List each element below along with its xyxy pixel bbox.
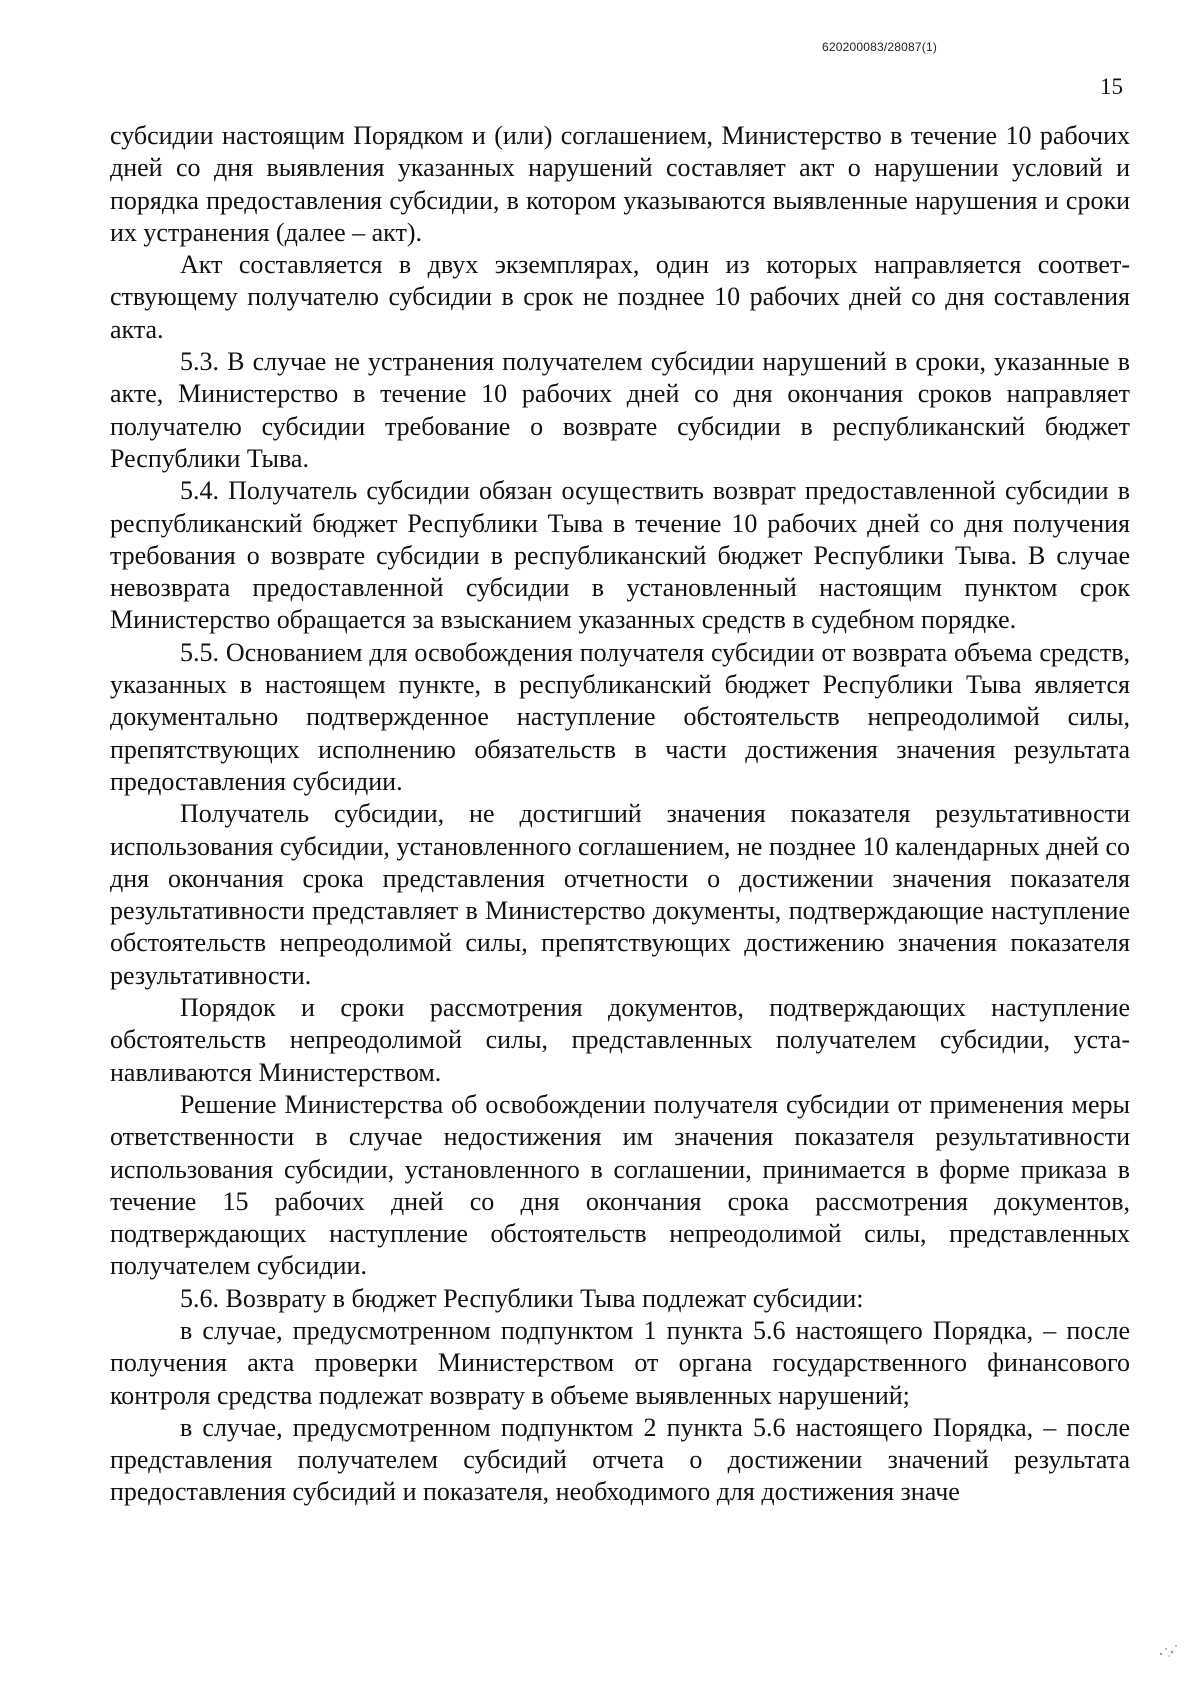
paragraph: Порядок и сроки рассмотрения документов, подтверждающих наступление обстоятельств непреодолимой силы, представленных получателем субсидии, устанавливаются Министерством.	[110, 993, 1130, 1087]
paragraph: 5.3. В случае не устранения получателем субсидии нарушений в сроки, указанные в акте, Министерство в течение 10 рабочих дней со дня окончания сроков направляет получателю субсидии требование о возврате субсидии в республиканский бюджет Республики Тыва.	[110, 347, 1130, 473]
paragraph: субсидии настоящим Порядком и (или) соглашением, Министерство в течение 10 рабочих дней со дня выявления указанных нарушений составляет акт о нарушении условий и порядка предоставления субсидии, в котором указываются выявленные нарушения и сроки их устранения (далее – акт).	[110, 121, 1130, 247]
paragraph: Получатель субсидии, не достигший значения показателя результативности использования субсидии, установленного соглашением, не позднее 10 календарных дней со дня окончания срока представления отчетности о достижении значения показателя результативности представляет в Министерство документы, подтверждающие наступление обстоятельств непреодолимой силы, препятствующих достижению значения показателя результативности.	[110, 799, 1130, 990]
scan-artifact-icon	[1156, 1640, 1182, 1660]
paragraph: в случае, предусмотренном подпунктом 2 пункта 5.6 настоящего Порядка, – после представления получателем субсидий отчета о достижении значений результата предоставления субсидий и показателя, необходимого для достижения значе	[110, 1412, 1130, 1507]
paragraph: в случае, предусмотренном подпунктом 1 пункта 5.6 настоящего Порядка, – после получения акта проверки Министерством от органа государственного финансового контроля средства подлежат возврату в объеме выявленных нарушений;	[110, 1315, 1130, 1410]
paragraph: Решение Министерства об освобождении получателя субсидии от применения меры ответственности в случае недостижения им значения показателя результативности использования субсидии, установленного в соглашении, принимается в форме приказа в течение 15 рабочих дней со дня окончания срока рассмотрения документов, подтверждающих наступление обстоятельств непреодолимой силы, представленных получателем субсидии.	[110, 1089, 1130, 1281]
page-number: 15	[1100, 74, 1123, 99]
paragraph: 5.6. Возврату в бюджет Республики Тыва подлежат субсидии:	[180, 1283, 864, 1313]
paragraph: Акт составляется в двух экземплярах, один из которых направляется соответствующему получателю субсидии в срок не позднее 10 рабочих дней со дня составления акта.	[110, 250, 1130, 344]
document-body	[110, 120, 1130, 1509]
paragraph: 5.5. Основанием для освобождения получателя субсидии от возврата объема средств, указанных в настоящем пункте, в республиканский бюджет Республики Тыва является документально подтвержденное наступление обстоятельств непреодолимой силы, препятствующих исполнению обязательств в части достижения значения результата предоставления субсидии.	[110, 637, 1130, 796]
paragraph: 5.4. Получатель субсидии обязан осуществить возврат предоставленной субсидии в республиканский бюджет Республики Тыва в течение 10 рабочих дней со дня получения требования о возврате субсидии в республиканский бюджет Республики Тыва. В случае невозврата предоставленной субсидии в установленный настоящим пунктом срок Министерство обращается за взысканием указанных средств в судебном порядке.	[110, 476, 1130, 635]
document-id: 620200083/28087(1)	[822, 40, 938, 54]
